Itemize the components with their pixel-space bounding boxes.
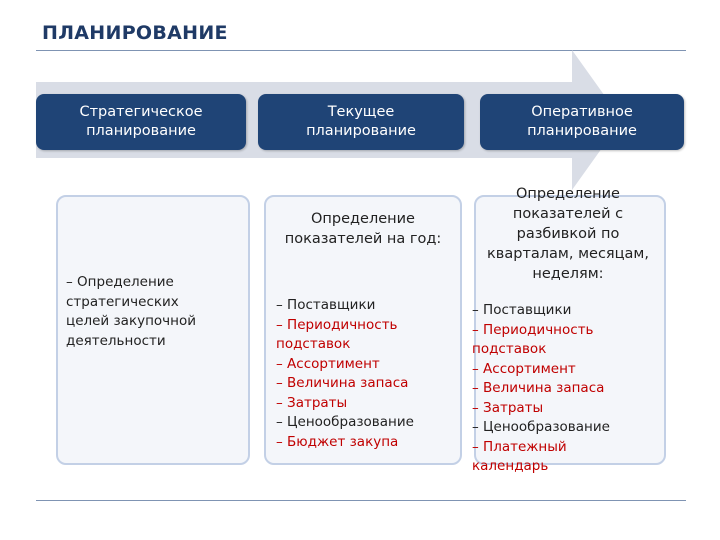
strategic-line: стратегических (66, 293, 179, 310)
list-item: – Поставщики (472, 302, 572, 318)
strategic-line: деятельности (66, 332, 166, 349)
list-item: – Величина запаса (472, 380, 605, 396)
list-item: – Ассортимент (276, 355, 380, 372)
page-title: ПЛАНИРОВАНИЕ (42, 22, 228, 44)
bottom-divider (36, 500, 686, 501)
header-operational-label: Оперативное планирование (527, 104, 637, 139)
list-item: – Затраты (472, 399, 544, 416)
list-item: – Ассортимент (472, 360, 576, 377)
list-item: подставок (472, 341, 547, 357)
strategic-line-text: целей закупочной (66, 313, 197, 329)
list-item: – Периодичность (276, 316, 398, 333)
list-item: – Поставщики (276, 297, 376, 313)
list-item: – Периодичность (472, 321, 594, 338)
header-current-label: Текущее планирование (306, 104, 416, 139)
header-current (258, 94, 464, 150)
header-operational (480, 94, 684, 150)
list-item: – Платежный (472, 438, 567, 455)
list-item: – Затраты (276, 394, 348, 411)
list-item: подставок (276, 336, 351, 352)
strategic-text (66, 273, 242, 351)
list-item: – Величина запаса (276, 375, 409, 391)
strategic-line: – Определение (66, 274, 174, 290)
list-item: – Бюджет закупа (276, 433, 399, 450)
list-item: – Ценообразование (472, 419, 610, 435)
operational-subtitle: Определение показателей с разбивкой по кварталам, месяцам, неделям: (487, 186, 649, 282)
list-item: календарь (472, 458, 549, 474)
strategic-line (66, 312, 242, 332)
current-list (276, 296, 414, 452)
list-item: – Ценообразование (276, 414, 414, 430)
header-strategic-label: Стратегическое планирование (79, 104, 203, 139)
header-strategic (36, 94, 246, 150)
current-subtitle: Определение показателей на год: (284, 211, 442, 247)
operational-list (472, 301, 610, 477)
